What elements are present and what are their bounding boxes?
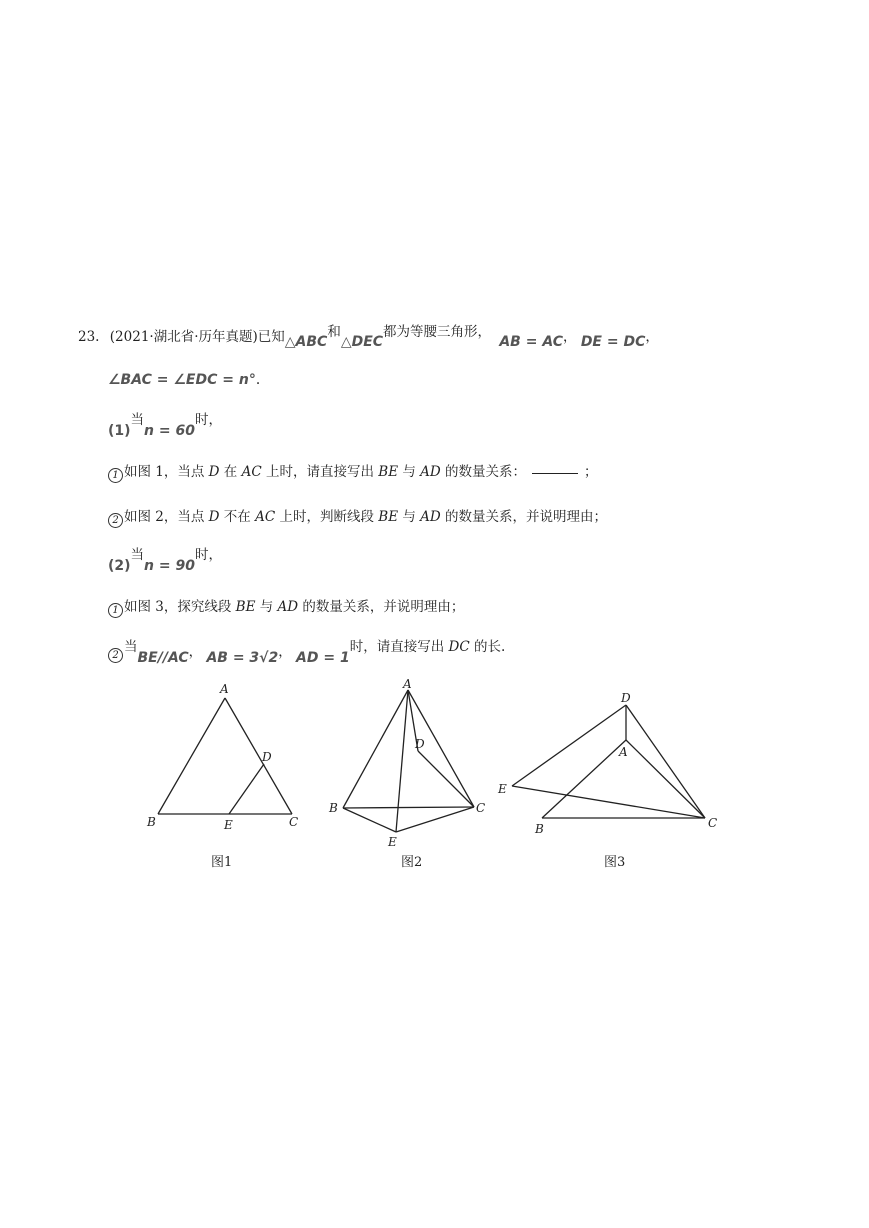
segment-ec [512,786,705,818]
segment-label: AC [241,464,262,480]
q-text: 与 [398,509,421,525]
fig3-label-b: B [535,822,544,836]
point-label: D [208,509,220,525]
fig2-label-a: A [403,677,412,691]
fig3-label-a: A [619,745,628,759]
eq-angles: ∠BAC = ∠EDC = n° [108,372,256,388]
problem-statement-line1 [78,324,659,350]
part1-label: (1) [108,423,131,439]
part2-header [108,547,222,574]
are-text: 都为等腰三角形， [383,324,492,340]
segment-label: BE [235,599,256,615]
fig3-label-c: C [708,816,718,830]
fig2-label-e: E [388,835,397,849]
part2-label: (2) [108,558,131,574]
circled-number-1: 1 [108,603,123,618]
q-text: 的长. [469,639,506,655]
q-text: 如图 1，当点 [124,464,209,480]
part1-when-end: 时， [194,412,222,428]
q-text: 时，请直接写出 [349,639,449,655]
part2-when-end: 时， [194,547,222,563]
segment-ae [396,690,408,832]
fig2-label-b: B [329,801,338,815]
segment-dc [626,705,705,818]
segment-ac [408,690,474,807]
figure-2 [343,690,474,832]
q-text: 上时，请直接写出 [261,464,379,480]
part1-when: 当 [130,412,145,428]
q-text: 上时，判断线段 [275,509,379,525]
segment-ad [408,690,418,751]
fig2-label-c: C [476,801,486,815]
segment-label: AD [420,509,441,525]
fig1-label-a: A [220,682,229,696]
segment-label: AC [255,509,276,525]
part2-question1 [108,595,464,616]
eq-de-dc: DE = DC [580,334,646,350]
fig1-label-d: D [262,750,272,764]
segment-be [343,808,396,832]
part1-cond: n = 60 [144,423,195,439]
problem-statement-line2 [108,372,260,388]
fig1-label-b: B [147,815,156,829]
segment-ac [225,698,292,814]
q-text: ； [584,464,598,480]
fig2-label-d: D [415,737,425,751]
q-text: 的数量关系，并说明理由； [440,509,608,525]
part2-when: 当 [130,547,145,563]
q-text: 的数量关系，并说明理由； [298,599,465,615]
segment-ab [542,740,626,818]
sep1: ， [563,329,577,345]
q-text: 与 [398,464,421,480]
part1-question1 [108,460,598,481]
problem-number: 23. [78,329,100,345]
part1-question2 [108,505,607,526]
fig3-caption: 图3 [604,855,626,870]
figure-1 [158,698,292,814]
cond-ad: AD = 1 [296,650,350,666]
period: . [255,372,261,388]
fig2-caption: 图2 [401,855,423,870]
circled-number-1: 1 [108,468,123,483]
q-text: 不在 [219,509,256,525]
segment-label: AD [277,599,299,615]
segment-label: BE [378,509,399,525]
fig1-caption: 图1 [211,855,233,870]
segment-ec [396,807,474,832]
q-text: 如图 3，探究线段 [124,599,236,615]
segment-dc [418,751,474,807]
cond-be-parallel-ac: BE//AC [137,650,189,666]
segment-label: DC [448,639,470,655]
segment-ed [229,764,264,814]
point-label: D [208,464,220,480]
part2-question2 [108,639,506,666]
sep2: ， [645,329,659,345]
fig1-label-c: C [289,815,299,829]
q-text: ， [188,644,203,660]
q-text: 与 [255,599,278,615]
segment-ac [626,740,705,818]
segment-ab [158,698,225,814]
problem-source: (2021·湖北省·历年真题) [109,329,258,345]
fig1-label-e: E [224,818,233,832]
segment-label: BE [378,464,399,480]
q-text: 在 [219,464,242,480]
fig3-label-e: E [498,782,507,796]
figure-3 [512,705,705,818]
part1-header [108,412,222,439]
q-text: 如图 2，当点 [124,509,209,525]
triangle-abc: △ABC [284,334,328,350]
circled-number-2: 2 [108,513,123,528]
part2-cond: n = 90 [144,558,195,574]
answer-blank[interactable] [532,473,578,474]
fig3-label-d: D [621,691,631,705]
eq-ab-ac: AB = AC [499,334,564,350]
q-text: ， [278,644,292,660]
q-text: 当 [124,639,138,655]
cond-ab: AB = 3√2 [206,650,279,666]
segment-label: AD [420,464,441,480]
segment-de [512,705,626,786]
q-text: 的数量关系： [440,464,527,480]
intro-text: 已知 [257,329,285,345]
triangle-dec: △DEC [340,334,384,350]
circled-number-2: 2 [108,648,123,663]
segment-ab [343,690,408,808]
and-text: 和 [327,324,341,340]
segment-bc [343,807,474,808]
